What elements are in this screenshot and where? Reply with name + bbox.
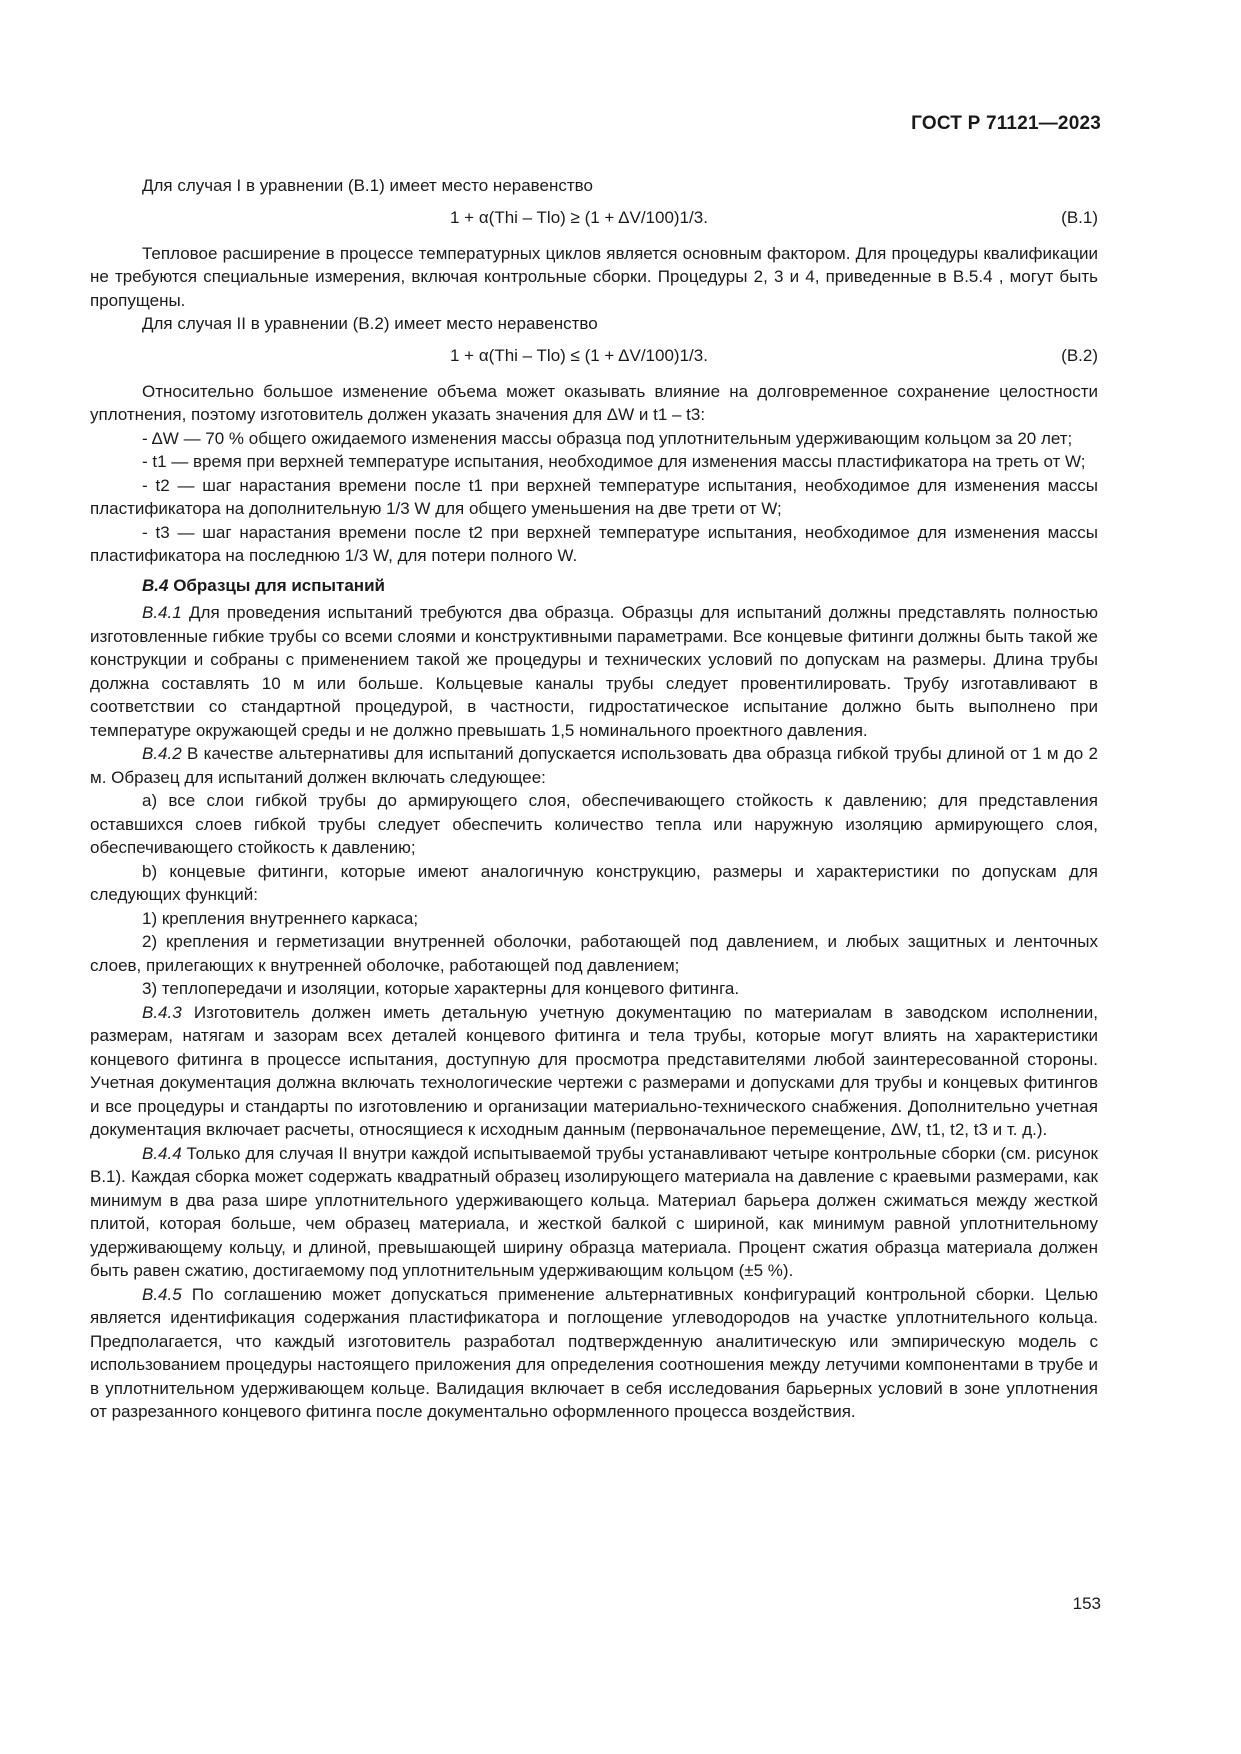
paragraph-case-1-intro: Для случая I в уравнении (В.1) имеет место неравенство: [142, 176, 593, 195]
formula-b1-number: (В.1): [1061, 207, 1098, 227]
paragraph-volume-change: Относительно большое изменение объема может оказывать влияние на долговременное сохранение целостности уплотнения, поэтому изготовитель должен указать значения для ΔW и t1 – t3:: [90, 381, 1098, 424]
formula-b2-number: (В.2): [1061, 345, 1098, 365]
clause-number: В.4.1: [142, 603, 182, 622]
clause-b4-3: [90, 1001, 1098, 1142]
list-item-t1: - t1 — время при верхней температуре испытания, необходимое для изменения массы пластификатора на треть от W;: [142, 452, 1086, 471]
list-item-t3: - t3 — шаг нарастания времени после t2 при верхней температуре испытания, необходимое для изменения массы пластификатора на последнюю 1/3 W, для потери полного W.: [90, 522, 1098, 565]
clause-number: В.4.5: [142, 1284, 182, 1304]
list-item-a: а) все слои гибкой трубы до армирующего слоя, обеспечивающего стойкость к давлению; для представления оставшихся слоев гибкой трубы следует обеспечить количество тепла или наружную изоляцию армирующего слоя, обеспечивающего стойкость к давлению;: [90, 791, 1098, 857]
formula-b1-expression: 1 + α(Thi – Tlo) ≥ (1 + ΔV/100)1/3.: [450, 207, 708, 227]
section-heading-title: Образцы для испытаний: [168, 575, 385, 595]
list-item-b-1: 1) крепления внутреннего каркаса;: [142, 908, 419, 928]
section-heading-number: В.4: [142, 575, 169, 595]
clause-number: В.4.2: [142, 744, 182, 763]
clause-text: По соглашению может допускаться применение альтернативных конфигураций контрольной сборки. Целью является идентификация содержания пластификатора и поглощение углеводородов на участке уплотнительного кольца. Предполагается, что каждый изготовитель разработал подтвержденную аналитическую или эмпирическую модель с использованием процедуры настоящего приложения для определения соотношения между летучими компонентами в трубе и в уплотнительном удерживающем кольце. Валидация включает в себя исследования барьерных условий в зоне уплотнения от разрезанного концевого фитинга после документально оформленного процесса воздействия.: [90, 1284, 1098, 1421]
formula-b2-expression: 1 + α(Thi – Tlo) ≤ (1 + ΔV/100)1/3.: [450, 345, 708, 365]
clause-text: Для проведения испытаний требуются два образца. Образцы для испытаний должны представлять полностью изготовленные гибкие трубы со всеми слоями и конструктивными параметрами. Все концевые фитинги должны быть такой же конструкции и собраны с применением такой же процедуры и технических условий по допускам на размеры. Длина трубы должна составлять 10 м или больше. Кольцевые каналы трубы следует провентилировать. Трубу изготавливают в соответствии со стандартной процедурой, в частности, гидростатическое испытание должно быть выполнено при температуре окружающей среды и не должно превышать 1,5 номинального проектного давления.: [90, 603, 1098, 740]
paragraph-case-2-intro: Для случая II в уравнении (В.2) имеет место неравенство: [142, 314, 598, 333]
formula-b2: [90, 342, 1098, 372]
clause-b4-2: [90, 742, 1098, 789]
page-number: 153: [1072, 1594, 1101, 1613]
list-item-delta-w: - ΔW — 70 % общего ожидаемого изменения массы образца под уплотнительным удерживающим кольцом за 20 лет;: [142, 428, 1073, 448]
paragraph-thermal-expansion: Тепловое расширение в процессе температурных циклов является основным фактором. Для процедуры квалификации не требуются специальные измерения, включая контрольные сборки. Процедуры 2, 3 и 4, приведенные в В.5.4 , могут быть пропущены.: [90, 243, 1098, 310]
list-item-b-3: 3) теплопередачи и изоляции, которые характерны для концевого фитинга.: [142, 979, 740, 998]
clause-text: В качестве альтернативы для испытаний допускается использовать два образца гибкой трубы длиной от 1 м до 2 м. Образец для испытаний должен включать следующее:: [90, 744, 1098, 787]
document-code: ГОСТ Р 71121—2023: [911, 113, 1101, 134]
clause-b4-1: [90, 601, 1098, 742]
clause-text: Изготовитель должен иметь детальную учетную документацию по материалам в заводском исполнении, размерам, натягам и зазорам всех деталей концевого фитинга и тела трубы, которые могут влиять на характеристики концевого фитинга в процессе испытания, доступную для просмотра представителями любой заинтересованной стороны. Учетная документация должна включать технологические чертежи с размерами и допусками для трубы и концевых фитингов и все процедуры и стандарты по изготовлению и организации материально-технического снабжения. Дополнительно учетная документация включает расчеты, относящиеся к исходным данным (первоначальное перемещение, ΔW, t1, t2, t3 и т. д.).: [90, 1002, 1098, 1139]
formula-b1: [90, 204, 1098, 234]
document-body: [90, 174, 1098, 1424]
clause-text: Только для случая II внутри каждой испытываемой трубы устанавливают четыре контрольные сборки (см. рисунок В.1). Каждая сборка может содержать квадратный образец изолирующего материала на давление с краевыми размерами, как минимум в два раза шире уплотнительного удерживающего кольца. Материал барьера должен сжиматься между жесткой плитой, которая больше, чем образец материала, и жесткой балкой с шириной, как минимум равной уплотнительному удерживающему кольцу, и длиной, превышающей ширину образца материала. Процент сжатия образца материала должен быть равен сжатию, достигаемому под уплотнительным удерживающим кольцом (±5 %).: [90, 1143, 1098, 1280]
section-heading-b4: [90, 574, 1098, 598]
list-item-t2: - t2 — шаг нарастания времени после t1 при верхней температуре испытания, необходимое для изменения массы пластификатора на дополнительную 1/3 W для общего уменьшения на две трети от W;: [90, 475, 1098, 518]
clause-number: В.4.4: [142, 1143, 182, 1163]
clause-number: В.4.3: [142, 1002, 182, 1022]
list-item-b: b) концевые фитинги, которые имеют аналогичную конструкцию, размеры и характеристики по допускам для следующих функций:: [90, 861, 1098, 904]
clause-b4-5: [90, 1283, 1098, 1424]
list-item-b-2: 2) крепления и герметизации внутренней оболочки, работающей под давлением, и любых защитных и ленточных слоев, прилегающих к внутренней оболочке, работающей под давлением;: [90, 932, 1098, 975]
clause-b4-4: [90, 1142, 1098, 1283]
